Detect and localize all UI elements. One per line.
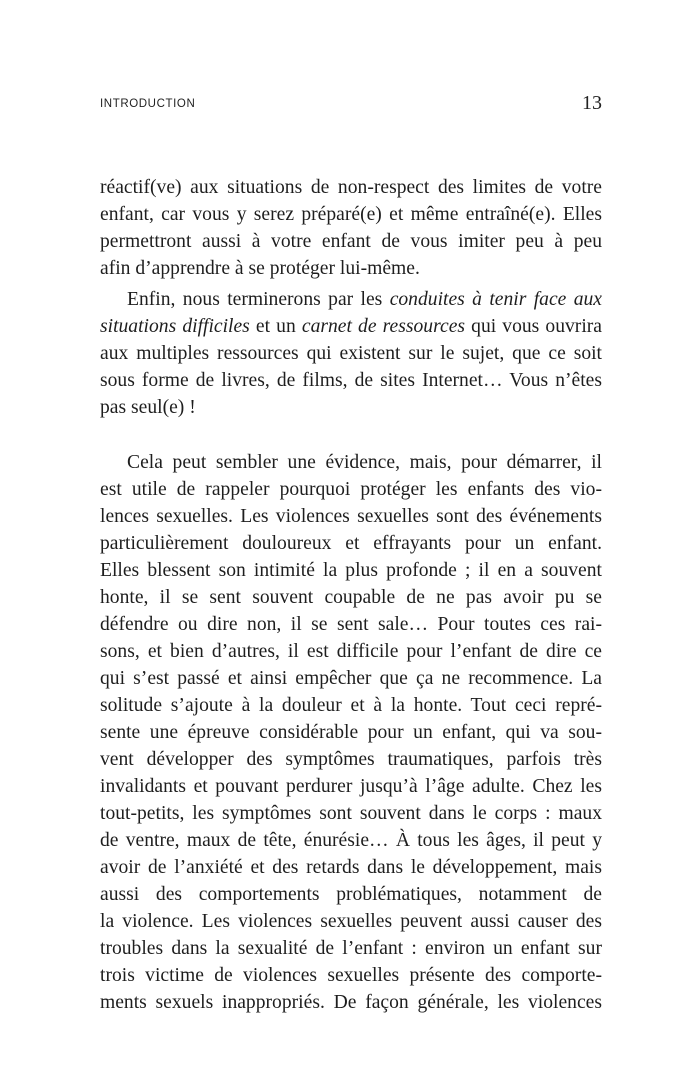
text-line: ments sexuels inappropriés. De façon générale, les violences (100, 992, 602, 1013)
text-line: afin d’apprendre à se protéger lui-même. (100, 258, 420, 279)
text-line: la violence. Les violences sexuelles peuvent aussi causer des (100, 911, 602, 932)
text-line: Elles blessent son intimité la plus profonde ; il en a souvent (100, 560, 602, 581)
section-title: INTRODUCTION (100, 98, 196, 110)
emphasis-carnet: carnet de ressources (301, 316, 466, 337)
text-line: lences sexuelles. Les violences sexuelles sont des événements (100, 506, 602, 527)
text-run: Enfin, nous terminerons par les (127, 289, 390, 310)
running-header (100, 92, 602, 118)
text-line: troubles dans la sexualité de l’enfant : environ un enfant sur (100, 938, 602, 959)
text-line: sous forme de livres, de films, de sites Internet… Vous n’êtes (100, 370, 602, 391)
text-line: sente une épreuve considérable pour un enfant, qui va sou- (100, 722, 602, 743)
text-line: sons, et bien d’autres, il est difficile pour l’enfant de dire ce (100, 641, 602, 662)
text-run: et un (249, 316, 302, 337)
text-line (100, 315, 602, 339)
text-line: honte, il se sent souvent coupable de ne pas avoir pu se (100, 587, 602, 608)
text-line (100, 288, 602, 312)
text-line: tout-petits, les symptômes sont souvent dans le corps : maux (100, 803, 602, 824)
emphasis-situations: situations difficiles (100, 316, 250, 337)
text-line: réactif(ve) aux situations de non-respect des limites de votre (100, 177, 602, 198)
emphasis-conduites: conduites à tenir face aux (389, 289, 602, 310)
text-line: est utile de rappeler pourquoi protéger les enfants des vio- (100, 479, 602, 500)
text-line: avoir de l’anxiété et des retards dans le développement, mais (100, 857, 602, 878)
text-line: pas seul(e) ! (100, 397, 196, 418)
text-line: enfant, car vous y serez préparé(e) et même entraîné(e). Elles (100, 204, 602, 225)
page-number: 13 (582, 92, 602, 114)
text-line: de ventre, maux de tête, énurésie… À tous les âges, il peut y (100, 830, 602, 851)
text-line: qui s’est passé et ainsi empêcher que ça ne recommence. La (100, 668, 602, 689)
text-line: vent développer des symptômes traumatiques, parfois très (100, 749, 602, 770)
text-line: invalidants et pouvant perdurer jusqu’à l’âge adulte. Chez les (100, 776, 602, 797)
text-run: qui vous ouvrira (465, 316, 603, 337)
text-line: particulièrement douloureux et effrayants pour un enfant. (100, 533, 602, 554)
text-line: aussi des comportements problématiques, notamment de (100, 884, 602, 905)
text-line: trois victime de violences sexuelles présente des comporte- (100, 965, 602, 986)
text-line: Cela peut sembler une évidence, mais, pour démarrer, il (127, 452, 602, 473)
text-line: défendre ou dire non, il se sent sale… Pour toutes ces rai- (100, 614, 602, 635)
text-line: aux multiples ressources qui existent sur le sujet, que ce soit (100, 343, 602, 364)
text-line: solitude s’ajoute à la douleur et à la honte. Tout ceci repré- (100, 695, 602, 716)
text-line: permettront aussi à votre enfant de vous imiter peu à peu (100, 231, 602, 252)
